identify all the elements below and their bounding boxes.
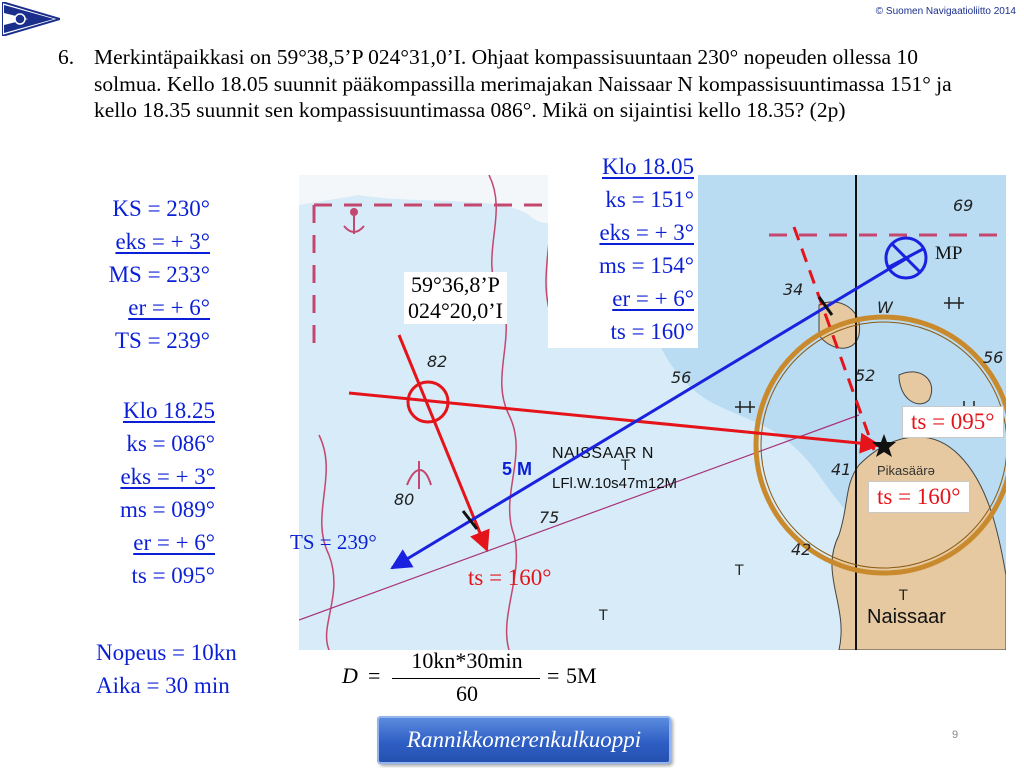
depth-label: 82 bbox=[427, 352, 448, 371]
ts-value: TS = 239° bbox=[114, 328, 210, 353]
formula-numerator: 10kn*30min bbox=[411, 648, 523, 673]
mp-label: MP bbox=[935, 243, 963, 264]
time-1825: Klo 18.25 bbox=[123, 398, 215, 423]
depth-label: 69 bbox=[953, 196, 974, 215]
task-description bbox=[58, 44, 988, 124]
depth-label: 56 bbox=[671, 368, 692, 387]
position-longitude: 024°20,0’I bbox=[408, 298, 503, 323]
distance-formula bbox=[340, 648, 600, 706]
task-text: Merkintäpaikkasi on 59°38,5’P 024°31,0’I. Ohjaat kompassisuuntaan 230° nopeuden ollessa 10 solmua. Kello 18.05 suunnit pääkompassilla merimajakan Naissaar N kompassisuuntimassa 151° ja kello 18.35 suunnit sen kompassisuuntimassa 086°. Mikä on sijaintisi kello 18.35? (2p) bbox=[94, 45, 952, 122]
depth-label: 80 bbox=[394, 490, 415, 509]
lighthouse-name: NAISSAAR N bbox=[552, 445, 654, 462]
er-1825: er = + 6° bbox=[133, 530, 215, 555]
light-characteristic: LFl.W.10s47m12M bbox=[552, 475, 678, 492]
ks-1805: ks = 151° bbox=[605, 187, 694, 212]
copyright-text: © Suomen Navigaatioliitto 2014 bbox=[875, 6, 1016, 17]
svg-text:T: T bbox=[621, 458, 630, 474]
observed-position-coords bbox=[404, 272, 507, 324]
distance-label: 5 M bbox=[502, 459, 533, 479]
depth-label: 75 bbox=[539, 508, 560, 527]
eks-value: eks = + 3° bbox=[115, 229, 210, 254]
time-1805: Klo 18.05 bbox=[602, 154, 694, 179]
bearing-box-095: ts = 095° bbox=[902, 406, 1004, 438]
ks-1825: ks = 086° bbox=[126, 431, 215, 456]
er-value: er = + 6° bbox=[128, 295, 210, 320]
speed-time bbox=[96, 636, 237, 702]
fraction-bar bbox=[392, 678, 540, 679]
formula-denominator: 60 bbox=[456, 681, 478, 706]
speed-value: Nopeus = 10kn bbox=[96, 640, 237, 665]
svg-text:T: T bbox=[599, 608, 608, 624]
position-latitude: 59°36,8’P bbox=[411, 272, 500, 297]
formula-result: 5M bbox=[566, 663, 597, 688]
depth-label: 41 bbox=[831, 460, 852, 479]
island-name: Naissaar bbox=[867, 606, 946, 628]
formula-equals: = bbox=[368, 663, 381, 688]
flag-icon bbox=[2, 2, 60, 36]
depth-label: 34 bbox=[783, 280, 804, 299]
bearing-box-160: ts = 160° bbox=[868, 481, 970, 513]
bearing-calculation-1825 bbox=[70, 394, 215, 592]
depth-label: 52 bbox=[855, 366, 876, 385]
task-number: 6. bbox=[58, 45, 75, 69]
formula-equals: = bbox=[547, 663, 560, 688]
svg-text:T: T bbox=[735, 563, 744, 579]
ks-value: KS = 230° bbox=[112, 196, 210, 221]
svg-text:T: T bbox=[899, 588, 908, 604]
ts-1805: ts = 160° bbox=[610, 319, 694, 344]
eks-1825: eks = + 3° bbox=[120, 464, 215, 489]
eks-1805: eks = + 3° bbox=[599, 220, 694, 245]
course-name-button[interactable]: Rannikkomerenkulkuoppi bbox=[377, 716, 671, 764]
bearing-label-160: ts = 160° bbox=[468, 565, 552, 590]
depth-label: 56 bbox=[983, 348, 1004, 367]
bearing-calculation-1805 bbox=[548, 150, 698, 348]
place-name: Pikasäärə bbox=[877, 463, 935, 478]
ts-1825: ts = 095° bbox=[131, 563, 215, 588]
ms-1805: ms = 154° bbox=[598, 253, 694, 278]
course-label: TS = 239° bbox=[290, 530, 377, 554]
depth-label: 42 bbox=[791, 540, 812, 559]
time-value: Aika = 30 min bbox=[96, 673, 230, 698]
ms-1825: ms = 089° bbox=[119, 497, 215, 522]
page-number: 9 bbox=[952, 729, 959, 741]
depth-label: W bbox=[877, 298, 893, 317]
er-1805: er = + 6° bbox=[612, 286, 694, 311]
course-calculation bbox=[70, 192, 210, 357]
formula-lhs: D bbox=[342, 663, 358, 688]
ms-value: MS = 233° bbox=[108, 262, 210, 287]
